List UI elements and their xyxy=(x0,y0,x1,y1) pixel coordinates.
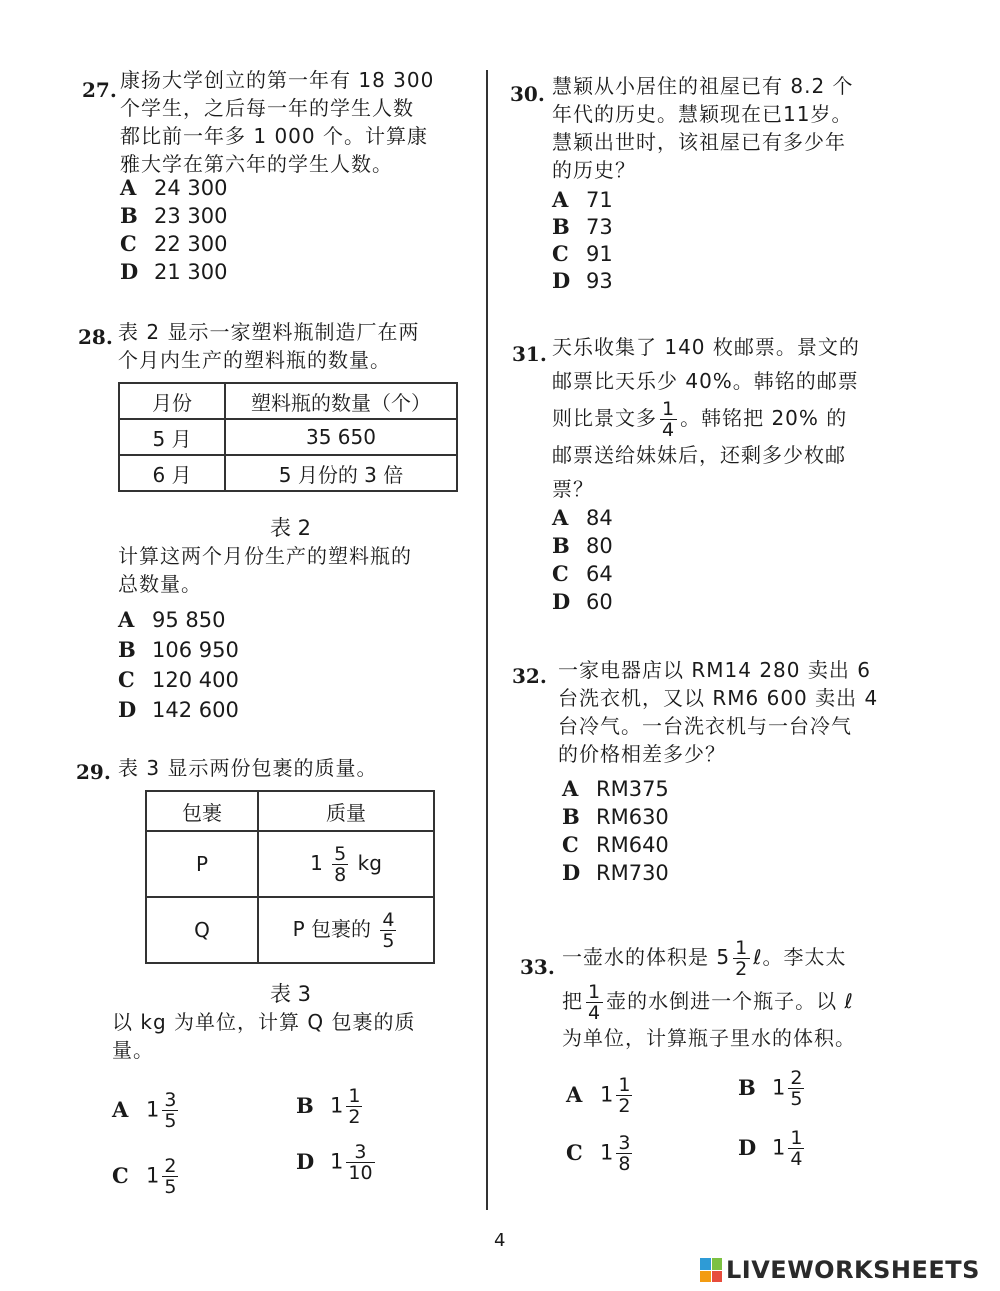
logo-square xyxy=(700,1258,711,1270)
q29-option-c[interactable]: C 1 $\frac{2}{5}$ xyxy=(112,1155,177,1198)
question-30-number: 30. xyxy=(510,82,545,106)
q33-option-c[interactable]: C 1 $\frac{3}{8}$ xyxy=(566,1132,631,1175)
table-cell-mass-q: P 包裹的 $\frac{4}{5}$ xyxy=(258,897,434,963)
q33-option-d[interactable]: D 1 $\frac{1}{4}$ xyxy=(738,1127,803,1170)
q31-line: 邮票送给妹妹后，还剩多少枚邮 xyxy=(552,443,846,467)
column-divider xyxy=(486,70,488,1210)
fraction: $\frac{4}{5}$ xyxy=(382,908,395,952)
page-number: 4 xyxy=(494,1230,506,1251)
q28-prompt-line: 总数量。 xyxy=(118,572,202,596)
fraction: $\frac{2}{5}$ xyxy=(790,1067,803,1110)
question-28-text xyxy=(118,318,419,374)
brand-name: LIVEWORKSHEETS xyxy=(726,1256,980,1284)
q31-option-b[interactable]: B 80 xyxy=(552,533,613,558)
question-32-text xyxy=(558,656,878,768)
q30-option-d[interactable]: D 93 xyxy=(552,268,613,293)
fraction: $\frac{2}{5}$ xyxy=(164,1155,177,1198)
table-header: 包裹 xyxy=(146,791,258,831)
q27-line: 康扬大学创立的第一年有 18 300 xyxy=(120,68,435,92)
table-cell: 6 月 xyxy=(119,455,225,491)
q32-line: 的价格相差多少？ xyxy=(558,742,726,766)
q33-option-b[interactable]: B 1 $\frac{2}{5}$ xyxy=(738,1067,803,1110)
q31-option-a[interactable]: A 84 xyxy=(552,505,613,530)
logo-square xyxy=(700,1271,711,1283)
table-cell: P xyxy=(146,831,258,897)
fraction: $\frac{1}{2}$ xyxy=(618,1074,631,1117)
q33-line: 一壶水的体积是 5 $\frac{1}{2}$ ℓ。李太太 xyxy=(562,937,847,980)
q30-option-c[interactable]: C 91 xyxy=(552,241,613,266)
question-29-text: 表 3 显示两份包裹的质量。 xyxy=(118,756,378,780)
fraction: $\frac{3}{10}$ xyxy=(348,1141,373,1184)
question-32-number: 32. xyxy=(512,664,547,688)
q29-option-b[interactable]: B 1 $\frac{1}{2}$ xyxy=(296,1085,361,1128)
table-cell: 35 650 xyxy=(225,419,457,455)
q28-prompt-line: 计算这两个月份生产的塑料瓶的 xyxy=(118,544,412,568)
q28-option-a[interactable]: A 95 850 xyxy=(118,607,226,632)
q30-option-b[interactable]: B 73 xyxy=(552,214,613,239)
question-29-prompt xyxy=(112,1008,415,1064)
liveworksheets-logo-icon xyxy=(700,1258,722,1282)
q32-option-c[interactable]: C RM640 xyxy=(562,832,669,857)
question-27-text xyxy=(120,66,434,178)
q27-option-a[interactable]: A 24 300 xyxy=(120,175,228,200)
fraction: $\frac{1}{2}$ xyxy=(348,1085,361,1128)
question-28-prompt xyxy=(118,542,412,598)
table-header: 月份 xyxy=(119,383,225,419)
table-cell: 5 月 xyxy=(119,419,225,455)
q27-line: 个学生，之后每一年的学生人数 xyxy=(120,96,414,120)
logo-square xyxy=(712,1271,723,1283)
fraction: $\frac{1}{4}$ xyxy=(790,1127,803,1170)
q27-option-b[interactable]: B 23 300 xyxy=(120,203,228,228)
question-33-number: 33. xyxy=(520,955,555,979)
question-31-text xyxy=(552,330,860,506)
q29-prompt-line: 量。 xyxy=(112,1038,154,1062)
table-2 xyxy=(118,382,458,492)
q30-line: 年代的历史。慧颖现在已11岁。 xyxy=(552,102,853,126)
fraction: $\frac{5}{8}$ xyxy=(334,842,347,886)
q28-line: 表 2 显示一家塑料瓶制造厂在两 xyxy=(118,320,420,344)
question-27-number: 27. xyxy=(82,78,117,102)
q27-line: 雅大学在第六年的学生人数。 xyxy=(120,152,393,176)
logo-square xyxy=(712,1258,723,1270)
q30-line: 慧颖从小居住的祖屋已有 8.2 个 xyxy=(552,74,854,98)
q28-option-b[interactable]: B 106 950 xyxy=(118,637,239,662)
fraction: $\frac{3}{5}$ xyxy=(164,1089,177,1132)
q33-line: 把 $\frac{1}{4}$ 壶的水倒进一个瓶子。以 ℓ xyxy=(562,981,854,1024)
q27-option-c[interactable]: C 22 300 xyxy=(120,231,228,256)
fraction: $\frac{3}{8}$ xyxy=(618,1132,631,1175)
q30-line: 的历史？ xyxy=(552,158,636,182)
q29-option-d[interactable]: D 1 $\frac{3}{10}$ xyxy=(296,1141,373,1184)
q33-option-a[interactable]: A 1 $\frac{1}{2}$ xyxy=(566,1074,631,1117)
table-3 xyxy=(145,790,435,964)
q31-option-c[interactable]: C 64 xyxy=(552,561,613,586)
q28-option-d[interactable]: D 142 600 xyxy=(118,697,239,722)
q30-option-a[interactable]: A 71 xyxy=(552,187,613,212)
q31-line: 天乐收集了 140 枚邮票。景文的 xyxy=(552,335,860,359)
q27-line: 都比前一年多 1 000 个。计算康 xyxy=(120,124,428,148)
table-3-caption: 表 3 xyxy=(270,982,312,1006)
question-28-number: 28. xyxy=(78,325,113,349)
q32-line: 台洗衣机，又以 RM6 600 卖出 4 xyxy=(558,686,879,710)
question-33-text xyxy=(562,936,856,1052)
q28-option-c[interactable]: C 120 400 xyxy=(118,667,239,692)
fraction: $\frac{1}{4}$ xyxy=(588,981,602,1024)
table-header: 塑料瓶的数量（个） xyxy=(225,383,457,419)
q28-line: 个月内生产的塑料瓶的数量。 xyxy=(118,348,391,372)
table-cell: 5 月份的 3 倍 xyxy=(225,455,457,491)
brand-logo[interactable] xyxy=(700,1255,980,1285)
question-30-text xyxy=(552,72,854,184)
question-31-number: 31. xyxy=(512,342,547,366)
q31-line: 票？ xyxy=(552,477,594,501)
q30-line: 慧颖出世时，该祖屋已有多少年 xyxy=(552,130,846,154)
q32-line: 台冷气。一台洗衣机与一台冷气 xyxy=(558,714,852,738)
q29-option-a[interactable]: A 1 $\frac{3}{5}$ xyxy=(112,1089,177,1132)
q32-line: 一家电器店以 RM14 280 卖出 6 xyxy=(558,658,871,682)
table-2-caption: 表 2 xyxy=(270,516,312,540)
fraction: $\frac{1}{4}$ xyxy=(662,398,676,441)
q32-option-d[interactable]: D RM730 xyxy=(562,860,669,885)
question-29-number: 29. xyxy=(76,760,111,784)
table-header: 质量 xyxy=(258,791,434,831)
table-cell-mass-p: 1 $\frac{5}{8}$ kg xyxy=(258,831,434,897)
q31-option-d[interactable]: D 60 xyxy=(552,589,613,614)
q33-line: 为单位，计算瓶子里水的体积。 xyxy=(562,1026,856,1050)
table-cell: Q xyxy=(146,897,258,963)
q31-line: 邮票比天乐少 40%。韩铭的邮票 xyxy=(552,369,859,393)
fraction: $\frac{1}{2}$ xyxy=(735,937,749,980)
q32-option-a[interactable]: A RM375 xyxy=(562,776,669,801)
q31-line: 则比景文多 $\frac{1}{4}$ 。韩铭把 20% 的 xyxy=(552,398,848,441)
q29-prompt-line: 以 kg 为单位，计算 Q 包裹的质 xyxy=(112,1010,416,1034)
q32-option-b[interactable]: B RM630 xyxy=(562,804,669,829)
q27-option-d[interactable]: D 21 300 xyxy=(120,259,228,284)
